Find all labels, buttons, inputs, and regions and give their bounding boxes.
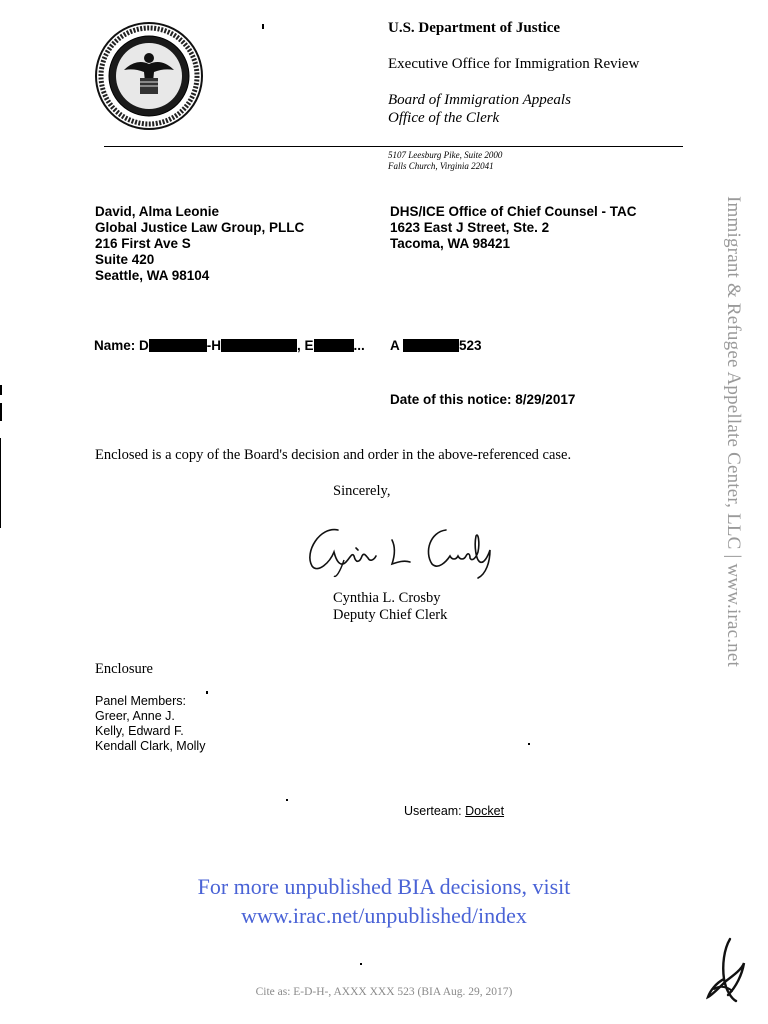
enclosure-label: Enclosure <box>95 661 153 677</box>
promo-link[interactable]: www.irac.net/unpublished/index <box>241 903 527 928</box>
userteam-value: Docket <box>465 804 505 818</box>
counsel-line: Tacoma, WA 98421 <box>390 236 511 251</box>
recipient-line: 216 First Ave S <box>95 236 191 251</box>
userteam-label: Userteam: <box>404 804 462 818</box>
panel-member: Greer, Anne J. <box>95 709 175 723</box>
panel-member: Kelly, Edward F. <box>95 724 184 738</box>
office-address-line1: 5107 Leesburg Pike, Suite 2000 <box>388 150 503 160</box>
office-title: Executive Office for Immigration Review <box>388 56 640 72</box>
recipient-line: Suite 420 <box>95 252 155 267</box>
case-name <box>94 338 365 353</box>
recipient-address <box>95 204 304 284</box>
handwritten-initials-icon <box>702 935 750 1005</box>
userteam <box>404 804 504 818</box>
recipient-line: Global Justice Law Group, PLLC <box>95 220 305 235</box>
name-part: , E <box>297 338 314 353</box>
scan-artifact <box>0 403 2 421</box>
name-part: ... <box>353 338 365 353</box>
board-title: Board of Immigration Appeals <box>388 92 571 108</box>
counsel-address <box>390 204 637 252</box>
redaction-bar <box>403 339 459 352</box>
redaction-bar <box>149 339 207 352</box>
name-label: Name: <box>94 338 136 353</box>
department-title: U.S. Department of Justice <box>388 20 561 36</box>
signer-title: Deputy Chief Clerk <box>333 607 448 623</box>
signature-icon <box>300 512 500 584</box>
scan-artifact <box>262 24 264 29</box>
panel-members-label: Panel Members: <box>95 694 187 708</box>
promo-text: For more unpublished BIA decisions, visit <box>197 874 571 899</box>
counsel-line: 1623 East J Street, Ste. 2 <box>390 220 550 235</box>
a-number-prefix: A <box>390 338 400 353</box>
scan-artifact <box>206 691 208 694</box>
scan-artifact <box>286 799 288 801</box>
scan-artifact <box>0 385 2 395</box>
office-address-line2: Falls Church, Virginia 22041 <box>388 161 494 171</box>
clerk-office-title: Office of the Clerk <box>388 110 500 126</box>
watermark: Immigrant & Refugee Appellate Center, LLC | www.irac.net <box>723 196 744 667</box>
redaction-bar <box>314 339 354 352</box>
recipient-line: Seattle, WA 98104 <box>95 268 210 283</box>
date-value: 8/29/2017 <box>515 392 576 407</box>
scan-artifact <box>360 963 362 965</box>
a-number-suffix: 523 <box>459 338 482 353</box>
citation: Cite as: E-D-H-, AXXX XXX 523 (BIA Aug. 29, 2017) <box>255 986 513 998</box>
scan-artifact <box>0 438 1 528</box>
a-number <box>390 338 482 353</box>
panel-member: Kendall Clark, Molly <box>95 739 206 753</box>
signer-name: Cynthia L. Crosby <box>333 590 441 606</box>
header-divider <box>104 146 683 147</box>
recipient-line: David, Alma Leonie <box>95 204 220 219</box>
closing: Sincerely, <box>333 483 391 499</box>
enclosed-text: Enclosed is a copy of the Board's decision and order in the above-referenced case. <box>95 447 572 463</box>
scan-artifact <box>528 743 530 745</box>
counsel-line: DHS/ICE Office of Chief Counsel - TAC <box>390 204 637 219</box>
date-label: Date of this notice: <box>390 392 512 407</box>
name-part: -H <box>206 338 222 353</box>
name-part: D <box>139 338 149 353</box>
notice-date <box>390 392 575 407</box>
doj-seal-icon <box>94 20 204 132</box>
redaction-bar <box>221 339 297 352</box>
